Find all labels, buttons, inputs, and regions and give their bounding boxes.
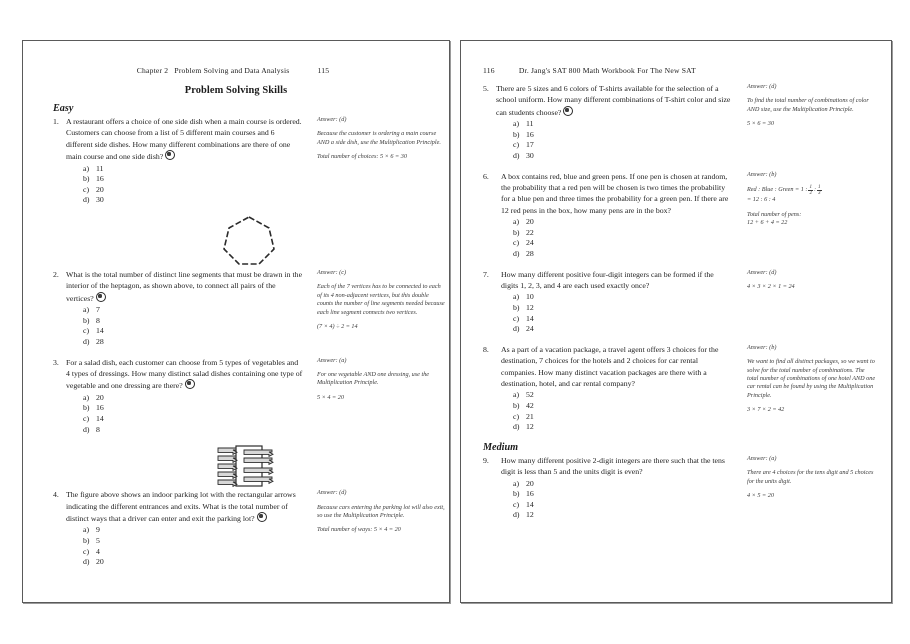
choice-value: 14	[526, 499, 534, 509]
question-main	[53, 357, 303, 436]
question-main	[483, 455, 733, 521]
choice-list	[53, 393, 303, 435]
running-head-right	[483, 66, 696, 75]
choice-item[interactable]	[83, 557, 303, 568]
choice-item[interactable]	[513, 217, 733, 228]
choice-item[interactable]	[513, 479, 733, 490]
circled-mark-icon	[563, 106, 573, 116]
choice-value: 21	[526, 411, 534, 421]
choice-value: 22	[526, 227, 534, 237]
question-main	[483, 269, 733, 335]
choice-letter: a)	[513, 217, 520, 227]
choice-value: 16	[526, 129, 534, 139]
answer-calculation: 5 × 4 = 20	[317, 393, 344, 401]
choice-letter: b)	[513, 489, 520, 499]
question-main	[53, 116, 303, 206]
choice-value: 30	[96, 195, 104, 205]
page-number-left: 115	[317, 66, 330, 75]
question-number: 3.	[53, 357, 59, 367]
question-number: 2.	[53, 270, 59, 279]
answer-explanation: There are 4 choices for the tens digit and 5 choices for the units digit.	[747, 469, 874, 485]
choice-value: 14	[526, 313, 534, 323]
fraction-one-half: $\frac{1}{2}$	[809, 185, 812, 197]
choice-item[interactable]	[513, 489, 733, 500]
choice-letter: d)	[83, 557, 90, 567]
question-block	[483, 344, 877, 433]
answer-label: Answer: (d)	[317, 489, 347, 497]
question-number: 5.	[483, 84, 489, 93]
answer-note	[303, 357, 445, 409]
circled-mark-icon	[185, 379, 195, 389]
answer-calculation: 4 × 5 = 20	[747, 492, 774, 499]
choice-value: 20	[526, 217, 534, 227]
question-stem: As a part of a vacation package, a travel agent offers 3 choices for the destination, 7 choices for the hotels and 2 choices for car rental companies. How many distinct vacation packages are there with a destination, hotel, and car rental company?	[501, 344, 719, 388]
answer-calculation: 3 × 7 × 2 = 42	[747, 406, 785, 414]
choice-item[interactable]	[513, 238, 733, 249]
choice-letter: d)	[513, 249, 520, 258]
choice-letter: d)	[513, 422, 520, 432]
question-stem: A box contains red, blue and green pens. If one pen is chosen at random, the probability that a red pen will be chosen is two times the probability for a blue pen and three times the probability for a green pen. If there are 12 red pens in the box, how many pens are in the box?	[501, 171, 729, 215]
question-text	[66, 269, 303, 304]
choice-value: 9	[96, 525, 100, 535]
choice-value: 11	[526, 119, 534, 129]
choice-item[interactable]	[83, 425, 303, 436]
page-right-body	[483, 83, 877, 530]
ratio-result: = 12 : 6 : 4	[747, 196, 776, 204]
choice-letter: b)	[513, 129, 520, 139]
choice-item[interactable]	[513, 228, 733, 239]
choice-value: 16	[96, 174, 104, 184]
choice-item[interactable]	[513, 130, 733, 141]
question-text	[501, 455, 733, 478]
choice-value: 24	[526, 324, 534, 334]
answer-label: Answer: (d)	[747, 268, 777, 276]
choice-item[interactable]	[513, 249, 733, 260]
choice-value: 28	[96, 337, 104, 346]
question-block	[483, 83, 877, 162]
choice-item[interactable]	[83, 164, 303, 175]
choice-value: 52	[526, 390, 534, 400]
answer-calculation: Total number of ways: 5 × 4 = 20	[317, 526, 401, 534]
circled-mark-icon	[165, 150, 175, 160]
running-head-chapter: Chapter 2	[136, 66, 169, 75]
question-text	[496, 83, 733, 118]
question-main	[53, 489, 303, 568]
answer-explanation: Because the customer is ordering a main course AND a side dish, use the Multiplication Principle.	[317, 130, 441, 146]
choice-letter: a)	[83, 525, 90, 535]
answer-ratio	[747, 185, 877, 205]
choice-letter: b)	[83, 315, 90, 325]
page-left	[22, 40, 450, 603]
difficulty-heading-easy: Easy	[53, 103, 74, 114]
choice-item[interactable]	[83, 403, 303, 414]
choice-letter: c)	[513, 313, 520, 323]
choice-value: 5	[96, 536, 100, 545]
choice-item[interactable]	[513, 151, 733, 162]
choice-item[interactable]	[83, 337, 303, 348]
running-head-chapter-title: Problem Solving and Data Analysis	[174, 66, 290, 75]
question-number: 7.	[483, 269, 489, 279]
choice-item[interactable]	[83, 414, 303, 425]
choice-letter: d)	[513, 151, 520, 160]
choice-item[interactable]	[513, 510, 733, 521]
answer-note	[733, 344, 877, 421]
question-stem: How many different positive 2-digit integers are there such that the tens digit is less than 5 and the units digit is even?	[501, 455, 725, 477]
choice-value: 12	[526, 510, 534, 520]
choice-value: 11	[96, 163, 104, 173]
choice-item[interactable]	[513, 422, 733, 433]
choice-letter: a)	[83, 305, 90, 315]
question-block	[53, 269, 445, 348]
choice-letter: c)	[513, 140, 520, 150]
question-text	[501, 269, 733, 292]
question-number: 8.	[483, 344, 489, 354]
question-text	[66, 489, 303, 524]
answer-label: Answer: (b)	[747, 343, 777, 351]
question-block	[483, 269, 877, 335]
choice-letter: c)	[513, 411, 520, 421]
choice-letter: d)	[513, 510, 520, 520]
choice-letter: c)	[83, 414, 90, 423]
choice-value: 20	[96, 557, 104, 567]
choice-value: 14	[96, 414, 104, 423]
question-stem: There are 5 sizes and 6 colors of T-shirts available for the selection of a school uniform. How many different combinations of T-shirt color and size can students choose?	[496, 84, 731, 117]
choice-item[interactable]	[83, 305, 303, 316]
question-block	[53, 357, 445, 436]
choice-value: 4	[96, 546, 100, 556]
section-title: Problem Solving Skills	[184, 85, 288, 96]
question-block	[53, 116, 445, 206]
answer-note	[303, 116, 445, 168]
answer-explanation: We want to find all distinct packages, so we want to solve for the total number of combinations. The total number of combinations of one hotel AND one car rental can be found by using the Multiplication Principle.	[747, 358, 876, 399]
question-main	[483, 171, 733, 260]
question-stem: What is the total number of distinct line segments that must be drawn in the interior of the heptagon, as shown above, to connect all pairs of the vertices?	[66, 270, 303, 303]
question-number: 9.	[483, 455, 489, 465]
choice-list	[483, 479, 733, 521]
choice-item[interactable]	[513, 412, 733, 423]
choice-letter: b)	[83, 403, 90, 413]
choice-list	[483, 292, 733, 334]
choice-letter: a)	[513, 478, 520, 488]
question-text	[66, 357, 303, 392]
choice-value: 30	[526, 151, 534, 160]
choice-list	[483, 390, 733, 432]
parking-lot-figure	[53, 444, 445, 488]
answer-explanation: Because cars entering the parking lot will also exit, so use the Multiplication Principle.	[317, 503, 445, 519]
heptagon-svg	[221, 215, 277, 267]
ratio-prefix: Red : Blue : Green = 1 :	[747, 186, 808, 194]
choice-value: 7	[96, 305, 100, 315]
parking-lot-svg	[217, 444, 281, 488]
question-stem: A restaurant offers a choice of one side dish when a main course is ordered. Customers can choose from a list of 5 different main courses and 6 different side dishes. How many different combinations are there of one main course and one side dish?	[66, 117, 302, 162]
choice-value: 20	[526, 478, 534, 488]
choice-letter: d)	[83, 424, 90, 434]
choice-letter: a)	[513, 119, 520, 129]
choice-value: 12	[526, 303, 534, 312]
question-text	[501, 171, 733, 217]
choice-letter: c)	[513, 238, 520, 248]
choice-value: 20	[96, 184, 104, 194]
fraction-one-third: $\frac{1}{3}$	[818, 185, 821, 197]
answer-explanation: For one vegetable AND one dressing, use the Multiplication Principle.	[317, 371, 430, 387]
running-head-left	[23, 66, 449, 75]
answer-note	[303, 489, 445, 541]
question-main	[483, 83, 733, 162]
answer-calculation	[747, 211, 877, 228]
answer-note	[733, 455, 877, 507]
choice-item[interactable]	[513, 401, 733, 412]
choice-item[interactable]	[83, 174, 303, 185]
choice-letter: a)	[83, 163, 90, 173]
answer-calculation: (7 × 4) ÷ 2 = 14	[317, 323, 358, 331]
choice-item[interactable]	[83, 547, 303, 558]
question-text	[501, 344, 733, 390]
choice-letter: b)	[513, 401, 520, 410]
calculation-label: Total number of pens:	[747, 210, 802, 218]
choice-item[interactable]	[83, 195, 303, 206]
choice-value: 17	[526, 140, 534, 150]
heptagon-figure	[53, 215, 445, 267]
choice-letter: c)	[513, 499, 520, 509]
question-main	[53, 269, 303, 348]
choice-item[interactable]	[513, 119, 733, 130]
answer-calculation: 4 × 3 × 2 × 1 = 24	[747, 283, 795, 290]
choice-value: 10	[526, 292, 534, 302]
choice-letter: d)	[83, 337, 90, 346]
choice-letter: d)	[513, 324, 520, 334]
choice-item[interactable]	[83, 393, 303, 404]
choice-letter: a)	[513, 390, 520, 400]
page-left-body	[53, 103, 445, 577]
ratio-separator: :	[813, 186, 817, 194]
choice-list	[483, 119, 733, 161]
choice-letter: b)	[513, 227, 520, 237]
choice-value: 24	[526, 238, 534, 248]
choice-list	[483, 217, 733, 259]
answer-note	[733, 171, 877, 234]
choice-letter: a)	[83, 392, 90, 402]
circled-mark-icon	[257, 512, 267, 522]
answer-calculation: 5 × 6 = 30	[747, 120, 774, 128]
choice-item[interactable]	[513, 303, 733, 314]
choice-value: 12	[526, 422, 534, 432]
choice-value: 14	[96, 326, 104, 336]
choice-item[interactable]	[83, 525, 303, 536]
choice-item[interactable]	[83, 326, 303, 337]
choice-list	[53, 525, 303, 567]
question-stem: The figure above shows an indoor parking lot with the rectangular arrows indicating the different entrances and exits. What is the total number of distinct ways that a driver can enter and exit the parking lot?	[66, 490, 296, 523]
choice-letter: a)	[513, 292, 520, 302]
choice-value: 16	[96, 403, 104, 413]
choice-value: 20	[96, 392, 104, 402]
choice-letter: b)	[83, 174, 90, 184]
question-block	[53, 489, 445, 568]
question-number: 6.	[483, 171, 489, 181]
question-number: 1.	[53, 117, 59, 126]
answer-label: Answer: (a)	[317, 356, 347, 364]
choice-item[interactable]	[513, 292, 733, 303]
choice-value: 42	[526, 401, 534, 410]
question-block	[483, 171, 877, 260]
answer-label: Answer: (c)	[317, 269, 347, 276]
choice-item[interactable]	[513, 140, 733, 151]
answer-note	[733, 83, 877, 135]
choice-letter: c)	[83, 184, 90, 194]
answer-label: Answer: (d)	[747, 83, 777, 90]
running-head-book-title: Dr. Jang's SAT 800 Math Workbook For The New SAT	[518, 66, 696, 75]
answer-note	[303, 269, 445, 337]
question-main	[483, 344, 733, 433]
choice-list	[53, 305, 303, 347]
choice-value: 8	[96, 424, 100, 434]
choice-item[interactable]	[513, 390, 733, 401]
choice-value: 8	[96, 315, 100, 325]
choice-letter: b)	[83, 536, 90, 545]
question-block	[483, 455, 877, 521]
choice-item[interactable]	[513, 500, 733, 511]
question-text	[66, 116, 303, 163]
choice-value: 16	[526, 489, 534, 499]
difficulty-heading-medium: Medium	[483, 441, 519, 453]
choice-item[interactable]	[513, 314, 733, 325]
answer-explanation: To find the total number of combinations of color AND size, use the Multiplication Principle.	[747, 97, 869, 113]
answer-note	[733, 269, 877, 298]
page-number-right: 116	[483, 66, 495, 75]
question-stem: How many different positive four-digit integers can be formed if the digits 1, 2, 3, and 4 are each used exactly once?	[501, 269, 714, 290]
choice-letter: b)	[513, 303, 520, 312]
question-stem: For a salad dish, each customer can choose from 5 types of vegetables and 4 types of dressings. How many distinct salad dishes containing one type of vegetable and one dressing are there?	[66, 357, 303, 391]
answer-label: Answer: (d)	[317, 116, 347, 123]
choice-item[interactable]	[83, 185, 303, 196]
choice-letter: c)	[83, 546, 90, 556]
answer-label: Answer: (a)	[747, 454, 777, 462]
question-number: 4.	[53, 490, 59, 500]
choice-item[interactable]	[83, 536, 303, 547]
answer-label: Answer: (b)	[747, 170, 777, 178]
circled-mark-icon	[96, 292, 106, 302]
choice-item[interactable]	[513, 324, 733, 335]
choice-value: 28	[526, 249, 534, 258]
choice-letter: c)	[83, 326, 90, 336]
choice-item[interactable]	[83, 316, 303, 327]
choice-list	[53, 164, 303, 206]
page-right	[460, 40, 892, 603]
answer-explanation: Each of the 7 vertices has to be connected to each of its 4 non-adjacent vertices, but this double counts the number of line segments needed because each line segment connects two vertices.	[317, 283, 445, 316]
answer-calculation: Total number of choices: 5 × 6 = 30	[317, 153, 407, 161]
choice-letter: d)	[83, 195, 90, 205]
calculation-value: 12 + 6 + 4 = 22	[747, 219, 788, 227]
